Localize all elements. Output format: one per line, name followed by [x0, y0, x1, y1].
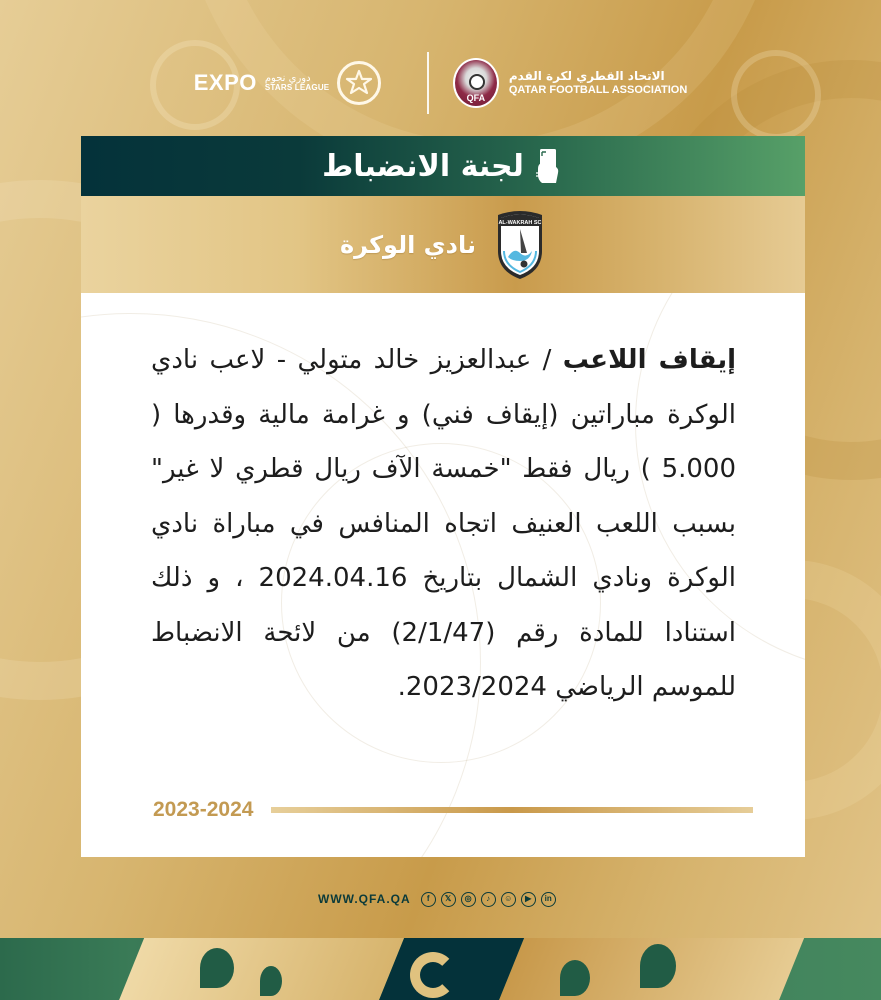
linkedin-icon[interactable]: in [541, 892, 556, 907]
youtube-icon[interactable]: ▶ [521, 892, 536, 907]
referee-card-hand-icon [534, 147, 564, 185]
footer-links [318, 889, 556, 909]
stars-league-logo [194, 61, 382, 105]
stars-league-emblem-icon [337, 61, 381, 105]
al-wakrah-crest-icon [494, 209, 546, 281]
committee-title: لجنة الانضباط [322, 148, 524, 184]
expo-wordmark: EXPO [193, 70, 257, 95]
club-name: نادي الوكرة [339, 230, 477, 259]
season-divider [271, 807, 753, 813]
x-icon[interactable]: 𝕏 [441, 892, 456, 907]
statement-body: / عبدالعزيز خالد متولي - لاعب نادي الوكرة مباراتين (إيقاف فني) و غرامة مالية وقدرها ( 5.000 ) ريال فقط "خمسة الآف ريال قطري لا غير" بسبب اللعب العنيف اتجاه المنافس في مباراة نادي الوكرة ونادي الشمال بتاريخ 2024.04.16 ، و ذلك استنادا للمادة رقم (2/1/47) من لائحة الانضباط للموسم الرياضي 2023/2024. [151, 345, 736, 702]
statement-panel [81, 293, 805, 857]
season-row [153, 798, 753, 822]
tiktok-icon[interactable]: ♪ [481, 892, 496, 907]
qfa-logo [453, 58, 687, 108]
bottom-ornament-band [0, 938, 881, 1000]
facebook-icon[interactable]: f [421, 892, 436, 907]
announcement-card [81, 136, 805, 857]
association-name-english: QATAR FOOTBALL ASSOCIATION [508, 83, 688, 96]
league-name-arabic: دوري نجوم [264, 73, 311, 84]
instagram-icon[interactable]: ◎ [461, 892, 476, 907]
statement-lead: إيقاف اللاعب [562, 345, 737, 375]
committee-banner [81, 136, 805, 196]
season-label: 2023-2024 [153, 798, 254, 821]
league-name-english: STARS LEAGUE [264, 83, 330, 92]
website-link[interactable]: WWW.QFA.QA [318, 892, 411, 906]
club-banner [81, 196, 805, 293]
header-logos [0, 50, 881, 116]
qfa-crest-icon: QFA [453, 58, 499, 108]
snapchat-icon[interactable]: ☺ [501, 892, 516, 907]
logo-divider [427, 52, 429, 114]
svg-text:AL-WAKRAH SC: AL-WAKRAH SC [498, 219, 542, 226]
disciplinary-statement [151, 333, 736, 715]
association-name-arabic: الاتحاد القطري لكرة القدم [508, 68, 665, 83]
